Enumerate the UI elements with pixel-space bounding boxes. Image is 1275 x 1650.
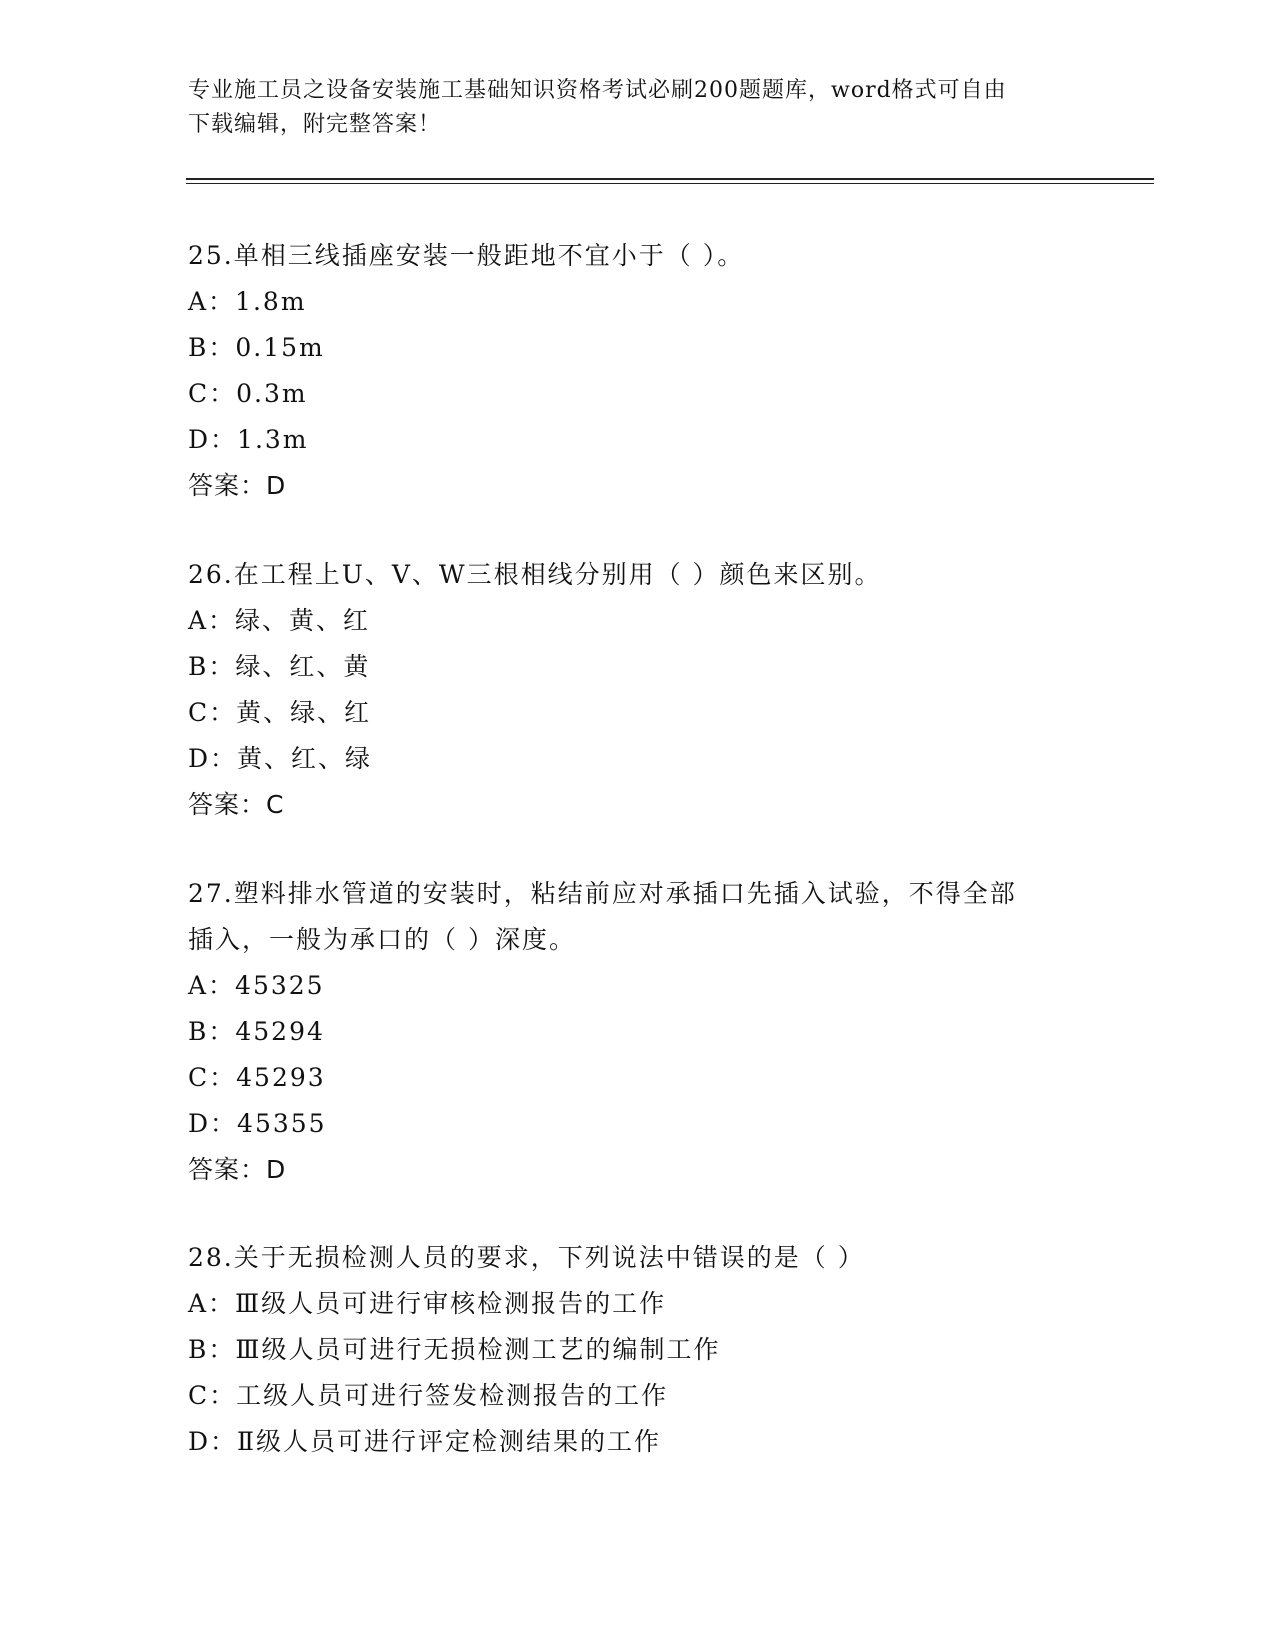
option-c: C：0.3m	[188, 379, 308, 408]
option-d: D：45355	[188, 1109, 327, 1138]
question-stem-line-1: 27.塑料排水管道的安装时，粘结前应对承插口先插入试验，不得全部	[188, 879, 1017, 908]
answer-label: 答案：C	[188, 790, 285, 819]
option-d: D：1.3m	[188, 425, 309, 454]
option-b: B：绿、红、黄	[188, 652, 371, 681]
question-25	[188, 233, 1088, 509]
question-stem-line-2: 插入，一般为承口的（ ）深度。	[188, 925, 576, 954]
question-stem: 25.单相三线插座安装一般距地不宜小于（ ）。	[188, 241, 745, 270]
option-b: B：0.15m	[188, 333, 325, 362]
option-c: C：黄、绿、红	[188, 698, 372, 727]
option-b: B：45294	[188, 1017, 325, 1046]
option-d: D：黄、红、绿	[188, 744, 373, 773]
option-a: A：Ⅲ级人员可进行审核检测报告的工作	[188, 1289, 667, 1318]
header-divider-thick	[186, 178, 1154, 180]
option-a: A：绿、黄、红	[188, 606, 371, 635]
header-divider-thin	[186, 183, 1154, 184]
option-a: A：1.8m	[188, 287, 307, 316]
option-c: C：工级人员可进行签发检测报告的工作	[188, 1381, 669, 1410]
option-d: D：Ⅱ级人员可进行评定检测结果的工作	[188, 1427, 662, 1456]
document-header	[188, 74, 1088, 142]
question-28	[188, 1235, 1088, 1465]
question-stem: 26.在工程上U、V、W三根相线分别用（ ）颜色来区别。	[188, 560, 882, 589]
answer-label: 答案：D	[188, 1155, 287, 1184]
option-c: C：45293	[188, 1063, 326, 1092]
question-27	[188, 871, 1088, 1193]
question-26	[188, 552, 1088, 828]
header-line-1: 专业施工员之设备安装施工基础知识资格考试必刷200题题库，word格式可自由	[188, 78, 1007, 103]
option-b: B：Ⅲ级人员可进行无损检测工艺的编制工作	[188, 1335, 721, 1364]
option-a: A：45325	[188, 971, 325, 1000]
question-stem: 28.关于无损检测人员的要求，下列说法中错误的是（ ）	[188, 1243, 865, 1272]
header-line-2: 下载编辑，附完整答案！	[188, 112, 442, 137]
answer-label: 答案：D	[188, 471, 287, 500]
